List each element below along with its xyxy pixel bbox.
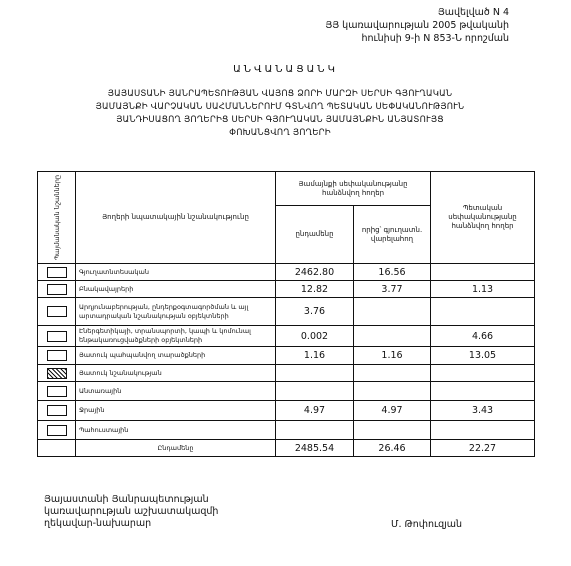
document-title: ԱՆՎԱՆԱՑԱՆԿ <box>233 64 338 75</box>
row-agri <box>354 382 431 401</box>
legend-swatch <box>47 331 67 342</box>
row-label: Գյուղատնտեսական <box>76 264 276 281</box>
row-label: Ջրային <box>76 401 276 421</box>
table-row <box>38 421 535 440</box>
legend-swatch <box>47 405 67 416</box>
row-total: 12.82 <box>276 281 354 298</box>
row-state <box>431 298 535 326</box>
row-total: 4.97 <box>276 401 354 421</box>
row-label: Յատուկ պահպանվող տարածքների <box>76 347 276 365</box>
header-transferred: Յամայնքի սեփականությանը հանձնվող հողեր <box>276 172 431 206</box>
legend-swatch <box>47 350 67 361</box>
signatory-line-3: ղեկավար-նախարար <box>44 518 152 529</box>
row-label: Յատուկ նշանակության <box>76 365 276 382</box>
row-total: 1.16 <box>276 347 354 365</box>
total-agri: 26.46 <box>354 440 431 457</box>
row-label: Էներգետիկայի, տրանսպորտի, կապի և կոմունալ ենթակառուցվածքների օբյեկտների <box>76 326 276 347</box>
row-state <box>431 264 535 281</box>
header-symbol-cell <box>38 172 76 264</box>
land-table <box>37 171 535 457</box>
legend-swatch <box>47 284 67 295</box>
row-agri: 16.56 <box>354 264 431 281</box>
header-state: Պետական սեփականությանը հանձնվող հողեր <box>431 172 535 264</box>
row-state: 4.66 <box>431 326 535 347</box>
annex-decree-line: ՅՅ կառավարության 2005 թվականի <box>325 20 509 31</box>
row-agri: 3.77 <box>354 281 431 298</box>
table-row <box>38 365 535 382</box>
header-symbol: Պայմանական նշանները <box>52 174 61 261</box>
subtitle-line-1: ՅԱՅԱՍՏԱՆԻ ՅԱՆՐԱՊԵՏՈՒԹՅԱՆ ՎԱՅՈՑ ՁՈՐԻ ՄԱՐԶԻ ՍԵՐՍԻ ԳՅՈՒՂԱԿԱՆ <box>107 89 453 99</box>
annex-decree-date: հունիսի 9-ի N 853-Ն որոշման <box>361 33 509 44</box>
row-state <box>431 421 535 440</box>
document-subtitle <box>70 88 490 140</box>
row-total: 0.002 <box>276 326 354 347</box>
signatory-line-1: Յայաստանի Յանրապետության <box>44 494 209 505</box>
row-state: 1.13 <box>431 281 535 298</box>
row-total: 2462.80 <box>276 264 354 281</box>
table-row <box>38 264 535 281</box>
subtitle-line-2: ՅԱՄԱՅՆՔԻ ՎԱՐՉԱԿԱՆ ՍԱՀՄԱՆՆԵՐՈՒՄ ԳՏՆՎՈՂ ՊԵՏԱԿԱՆ ՍԵՓԱԿԱՆՈՒԹՅՈՒՆ <box>95 102 465 112</box>
signatory-line-2: կառավարության աշխատակազմի <box>44 506 219 517</box>
total-label: Ընդամենը <box>76 440 276 457</box>
annex-header <box>325 6 509 45</box>
annex-number: Յավելված N 4 <box>437 7 509 18</box>
table-row <box>38 401 535 421</box>
row-agri <box>354 298 431 326</box>
legend-swatch <box>47 306 67 317</box>
row-agri: 1.16 <box>354 347 431 365</box>
header-purpose: Յողերի նպատակային նշանակությունը <box>76 172 276 264</box>
table-row <box>38 326 535 347</box>
table-row <box>38 298 535 326</box>
row-agri <box>354 365 431 382</box>
table-row <box>38 382 535 401</box>
row-state <box>431 382 535 401</box>
total-total: 2485.54 <box>276 440 354 457</box>
signatory-name: Մ. Թոփուզյան <box>391 519 463 530</box>
subtitle-line-3: ՅԱՆԴԻՍԱՑՈՂ ՅՈՂԵՐԻՑ ՍԵՐՍԻ ԳՅՈՒՂԱԿԱՆ ՅԱՄԱՅՆՔԻՆ ԱՆՅԱՏՈՒՅՑ <box>116 115 444 125</box>
legend-swatch <box>47 425 67 436</box>
signatory-block <box>44 494 218 530</box>
row-total <box>276 365 354 382</box>
table-row <box>38 347 535 365</box>
legend-swatch-hatched <box>47 368 67 379</box>
legend-swatch <box>47 267 67 278</box>
header-total: ընդամենը <box>276 206 354 264</box>
row-state: 13.05 <box>431 347 535 365</box>
row-total <box>276 382 354 401</box>
row-agri <box>354 326 431 347</box>
table-row <box>38 281 535 298</box>
row-label: Պահուստային <box>76 421 276 440</box>
row-label: Բնակավայրերի <box>76 281 276 298</box>
total-symbol-cell <box>38 440 76 457</box>
row-state <box>431 365 535 382</box>
row-agri: 4.97 <box>354 401 431 421</box>
row-label: Անտառային <box>76 382 276 401</box>
row-label: Արդյունաբերության, ընդերքօգտագործման և այլ արտադրական նշանակության օբյեկտների <box>76 298 276 326</box>
header-agri: որից՝ գյուղատն. վարելահող <box>354 206 431 264</box>
subtitle-line-4: ՓՈԽԱՆՑՎՈՂ ՅՈՂԵՐԻ <box>229 128 331 138</box>
table-total-row <box>38 440 535 457</box>
row-agri <box>354 421 431 440</box>
row-total: 3.76 <box>276 298 354 326</box>
total-state: 22.27 <box>431 440 535 457</box>
legend-swatch <box>47 386 67 397</box>
row-state: 3.43 <box>431 401 535 421</box>
row-total <box>276 421 354 440</box>
